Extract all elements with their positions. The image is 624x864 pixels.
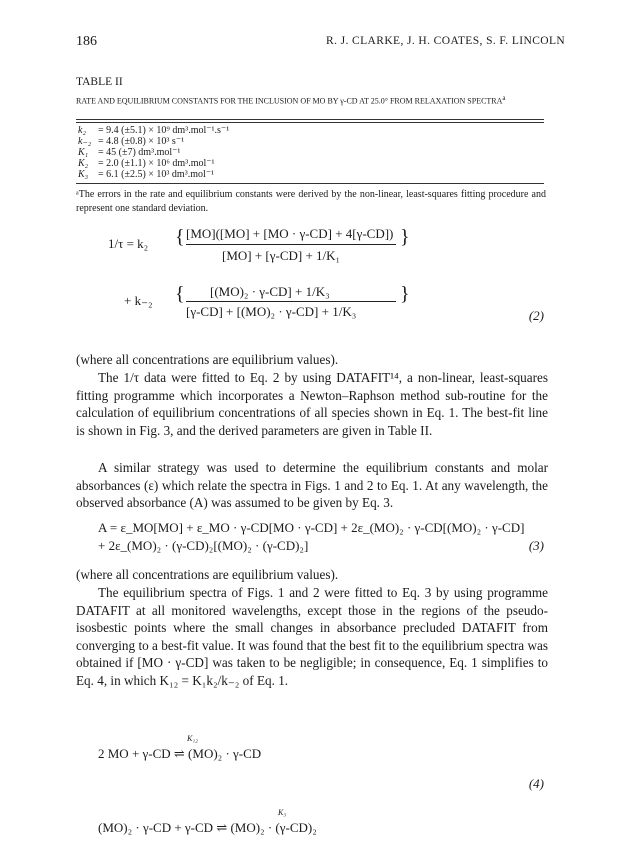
row-value: = 4.8 (±0.8) × 10³ s⁻¹: [98, 136, 185, 147]
eq3-line-2: + 2ε_(MO)₂ · (γ-CD)₂[(MO)₂ · (γ-CD)₂]: [98, 538, 309, 553]
eq4-line-2: (MO)₂ · γ-CD + γ-CD ⇌ (MO)₂ · (γ-CD)₂: [98, 820, 317, 835]
eq2-brace-right: }: [400, 226, 410, 248]
eq2-number: (2): [528, 308, 544, 323]
paragraph-concentrations-note-2: (where all concentrations are equilibrium values).: [76, 567, 339, 582]
eq2-lhs: 1/τ = k₂: [108, 236, 149, 251]
table-row: [78, 169, 214, 180]
eq2-brace-left: {: [175, 226, 185, 248]
table-footnote: ᵃThe errors in the rate and equilibrium constants were derived by the non-linear, least-squares fitting procedure and represent one standard deviation.: [76, 189, 546, 214]
table-caption: [76, 92, 552, 108]
eq2-brace-left-2: {: [175, 283, 185, 305]
paragraph-concentrations-note-1: (where all concentrations are equilibrium values).: [76, 352, 339, 367]
eq3-line-1: A = ε_MO[MO] + ε_MO · γ-CD[MO · γ-CD] + 2ε_(MO)₂ · γ-CD[(MO)₂ · γ-CD]: [98, 520, 525, 535]
eq2-term2-numerator: [(MO)₂ · γ-CD] + 1/K₃: [210, 284, 330, 299]
table-bottom-rule: [76, 183, 544, 184]
table-title: TABLE II: [76, 76, 123, 88]
eq2-term1-numerator: [MO]([MO] + [MO · γ-CD] + 4[γ-CD]): [186, 226, 394, 241]
eq2-term1-denominator: [MO] + [γ-CD] + 1/K₁: [222, 248, 341, 263]
eq4-k12-label: K₁₂: [187, 734, 198, 743]
eq2-term2-denominator: [γ-CD] + [(MO)₂ · γ-CD] + 1/K₃: [186, 304, 357, 319]
eq2-fraction-line-2: [186, 301, 396, 302]
row-value: = 45 (±7) dm³.mol⁻¹: [98, 147, 181, 158]
table-top-rule-double: [76, 122, 544, 123]
eq2-brace-right-2: }: [400, 283, 410, 305]
paragraph-similar-strategy: A similar strategy was used to determine the equilibrium constants and molar absorbances (ε) which relate the spectra in Figs. 1 and 2 to Eq. 1. At any wavelength, the observed absorbance (A) was assumed to be given by Eq. 3.: [76, 460, 548, 510]
eq4-k3-label: K₃: [278, 808, 287, 817]
row-symbol: K₃: [78, 169, 89, 180]
row-value: = 2.0 (±1.1) × 10⁶ dm³.mol⁻¹: [98, 158, 215, 169]
row-symbol: K₂: [78, 158, 89, 169]
table-top-rule: [76, 119, 544, 120]
eq2-fraction-line-1: [186, 244, 396, 245]
eq2-plus-kminus2: + k₋₂: [124, 293, 153, 308]
running-header-authors: R. J. CLARKE, J. H. COATES, S. F. LINCOLN: [326, 35, 566, 47]
page-number: 186: [76, 34, 97, 49]
table-row: [78, 136, 184, 147]
table-row: [78, 147, 180, 158]
table-row: [78, 125, 229, 136]
row-symbol: k₋₂: [78, 136, 92, 147]
row-symbol: K₁: [78, 147, 89, 158]
table-caption-footnote-mark: a: [502, 94, 506, 102]
paragraph-equilibrium-spectra: The equilibrium spectra of Figs. 1 and 2 were fitted to Eq. 3 by using programme DATAFIT at all monitored wavelengths, except those in the regions of the pseudo-isosbestic points where the small changes in absorbance precluded DATAFIT from converging to a best-fit value. It was found that the best fit to the equilibrium spectra was obtained if [MO · γ-CD] was taken to be negligible; in consequence, Eq. 1 simplifies to Eq. 4, in which K₁₂ = K₁k₂/k₋₂ of Eq. 1.: [76, 585, 548, 688]
eq4-line-1: 2 MO + γ-CD ⇌ (MO)₂ · γ-CD: [98, 746, 262, 761]
row-value: = 9.4 (±5.1) × 10⁹ dm³.mol⁻¹.s⁻¹: [98, 125, 230, 136]
eq4-number: (4): [528, 776, 544, 791]
table-row: [78, 158, 215, 169]
table-caption-text: RATE AND EQUILIBRIUM CONSTANTS FOR THE INCLUSION OF MO BY γ-CD AT 25.0° FROM RELAXATION SPECTRA: [76, 96, 503, 106]
row-value: = 6.1 (±2.5) × 10³ dm³.mol⁻¹: [98, 169, 215, 180]
paragraph-datafit-fit: The 1/τ data were fitted to Eq. 2 by using DATAFIT¹⁴, a non-linear, least-squares fitting programme which incorporates a Newton–Raphson method sub-routine for the calculation of equilibrium concentrations of all species shown in Eq. 1. The best-fit line is shown in Fig. 3, and the derived parameters are given in Table II.: [76, 370, 548, 438]
row-symbol: k₂: [78, 125, 86, 136]
eq3-number: (3): [528, 538, 544, 553]
